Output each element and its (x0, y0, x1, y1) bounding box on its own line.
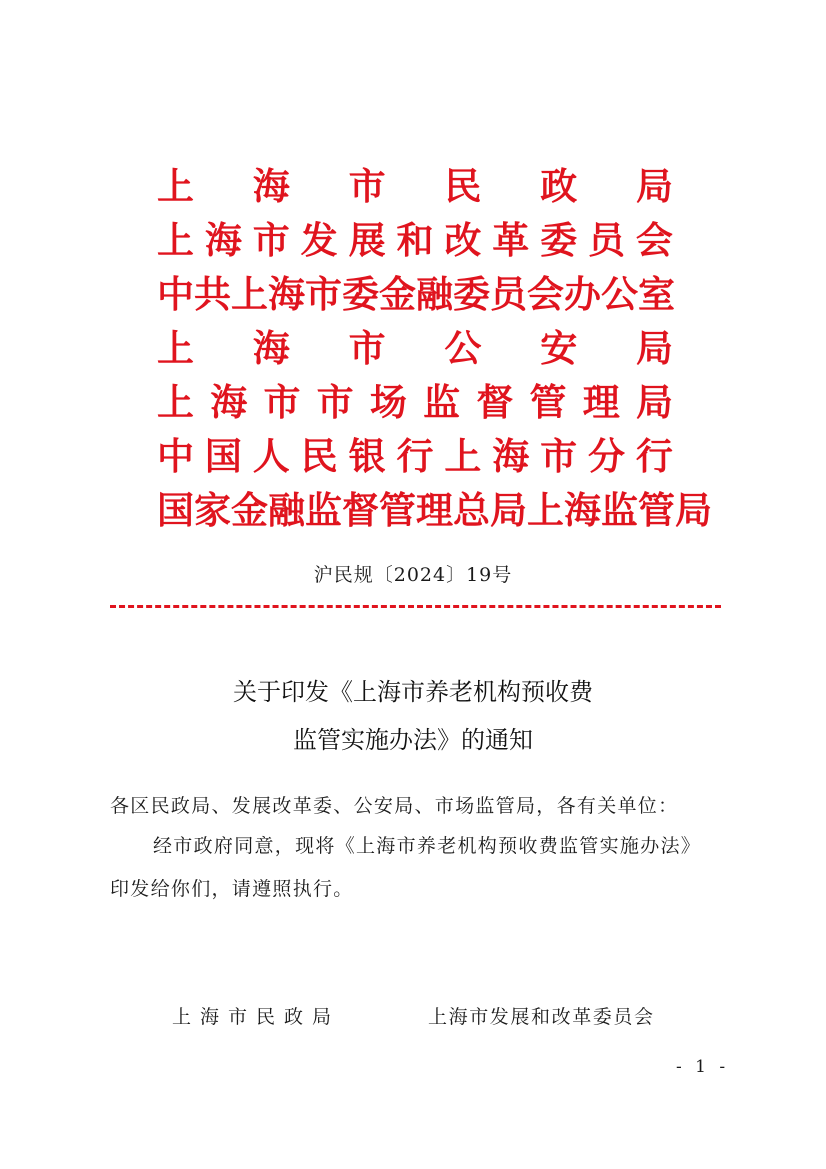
issuer-line (157, 484, 712, 538)
signatory-left: 上海市民政局 (172, 1006, 341, 1028)
issuer-char: 会 (527, 273, 564, 316)
document-title-line-2: 监管实施办法》的通知 (293, 726, 533, 754)
issuer-char: 政 (540, 165, 578, 208)
issuer-char: 市 (252, 219, 290, 262)
issuer-char: 市 (348, 327, 386, 370)
issuer-char: 监 (601, 489, 638, 532)
issuer-line (157, 214, 673, 268)
document-title-line-1: 关于印发《上海市养老机构预收费 (233, 678, 593, 706)
issuer-char: 家 (194, 489, 231, 532)
issuer-char: 展 (348, 219, 386, 262)
issuer-char: 监 (423, 381, 461, 424)
issuer-char: 市 (348, 165, 386, 208)
red-divider-line (110, 605, 721, 608)
issuer-char: 海 (564, 489, 601, 532)
issuer-char: 海 (252, 327, 290, 370)
issuer-char: 局 (490, 489, 527, 532)
issuer-char: 公 (601, 273, 638, 316)
issuer-char: 管 (379, 489, 416, 532)
document-number: 沪民规〔2024〕19号 (313, 564, 513, 586)
issuer-char: 会 (635, 219, 673, 262)
issuer-line (157, 160, 673, 214)
body-paragraph-line-2: 印发给你们，请遵照执行。 (110, 878, 354, 900)
issuer-char: 室 (638, 273, 675, 316)
issuer-char: 市 (316, 381, 354, 424)
issuer-char: 督 (342, 489, 379, 532)
issuer-char: 融 (416, 273, 453, 316)
issuer-char: 上 (157, 219, 194, 262)
issuer-char: 上 (157, 327, 194, 370)
issuer-char: 委 (342, 273, 379, 316)
issuer-char: 局 (635, 327, 673, 370)
issuer-char: 总 (453, 489, 490, 532)
issuer-char: 督 (476, 381, 514, 424)
issuer-char: 上 (444, 435, 482, 478)
issuer-char: 安 (540, 327, 578, 370)
issuer-char: 民 (300, 435, 338, 478)
issuer-char: 改 (444, 219, 482, 262)
issuer-char: 民 (444, 165, 482, 208)
issuer-char: 办 (564, 273, 601, 316)
issuer-char: 委 (453, 273, 490, 316)
issuer-char: 海 (210, 381, 248, 424)
issuer-char: 委 (540, 219, 578, 262)
signatory-right: 上海市发展和改革委员会 (428, 1006, 655, 1028)
issuer-char: 和 (396, 219, 434, 262)
issuer-char: 国 (157, 489, 194, 532)
issuer-char: 局 (635, 165, 673, 208)
body-paragraph-line-1: 经市政府同意，现将《上海市养老机构预收费监管实施办法》 (153, 835, 702, 857)
issuer-char: 发 (300, 219, 338, 262)
issuing-authorities (157, 160, 712, 538)
issuer-char: 行 (635, 435, 673, 478)
issuer-line (157, 430, 673, 484)
issuer-char: 海 (492, 435, 530, 478)
issuer-char: 管 (638, 489, 675, 532)
issuer-char: 共 (194, 273, 231, 316)
issuer-char: 行 (396, 435, 434, 478)
issuer-char: 理 (582, 381, 620, 424)
issuer-char: 金 (231, 489, 268, 532)
issuer-char: 海 (268, 273, 305, 316)
page-number: - 1 - (676, 1057, 730, 1077)
issuer-char: 市 (305, 273, 342, 316)
issuer-char: 革 (492, 219, 530, 262)
issuer-char: 银 (348, 435, 386, 478)
issuer-char: 员 (490, 273, 527, 316)
issuer-char: 理 (416, 489, 453, 532)
salutation: 各区民政局、发展改革委、公安局、市场监管局，各有关单位： (110, 795, 679, 817)
issuer-char: 监 (305, 489, 342, 532)
issuer-char: 市 (263, 381, 301, 424)
issuer-char: 中 (157, 273, 194, 316)
issuer-char: 公 (444, 327, 482, 370)
issuer-line (157, 376, 673, 430)
issuer-line (157, 268, 673, 322)
issuer-char: 融 (268, 489, 305, 532)
issuer-char: 管 (529, 381, 567, 424)
issuer-char: 海 (252, 165, 290, 208)
issuer-char: 金 (379, 273, 416, 316)
issuer-char: 局 (635, 381, 673, 424)
issuer-char: 局 (675, 489, 712, 532)
issuer-char: 员 (588, 219, 626, 262)
issuer-char: 市 (540, 435, 578, 478)
issuer-char: 上 (527, 489, 564, 532)
issuer-char: 国 (204, 435, 242, 478)
issuer-char: 上 (157, 165, 194, 208)
issuer-line (157, 322, 673, 376)
issuer-char: 海 (204, 219, 242, 262)
issuer-char: 场 (369, 381, 407, 424)
issuer-char: 上 (231, 273, 268, 316)
issuer-char: 上 (157, 381, 194, 424)
issuer-char: 中 (157, 435, 194, 478)
issuer-char: 人 (252, 435, 290, 478)
issuer-char: 分 (588, 435, 626, 478)
